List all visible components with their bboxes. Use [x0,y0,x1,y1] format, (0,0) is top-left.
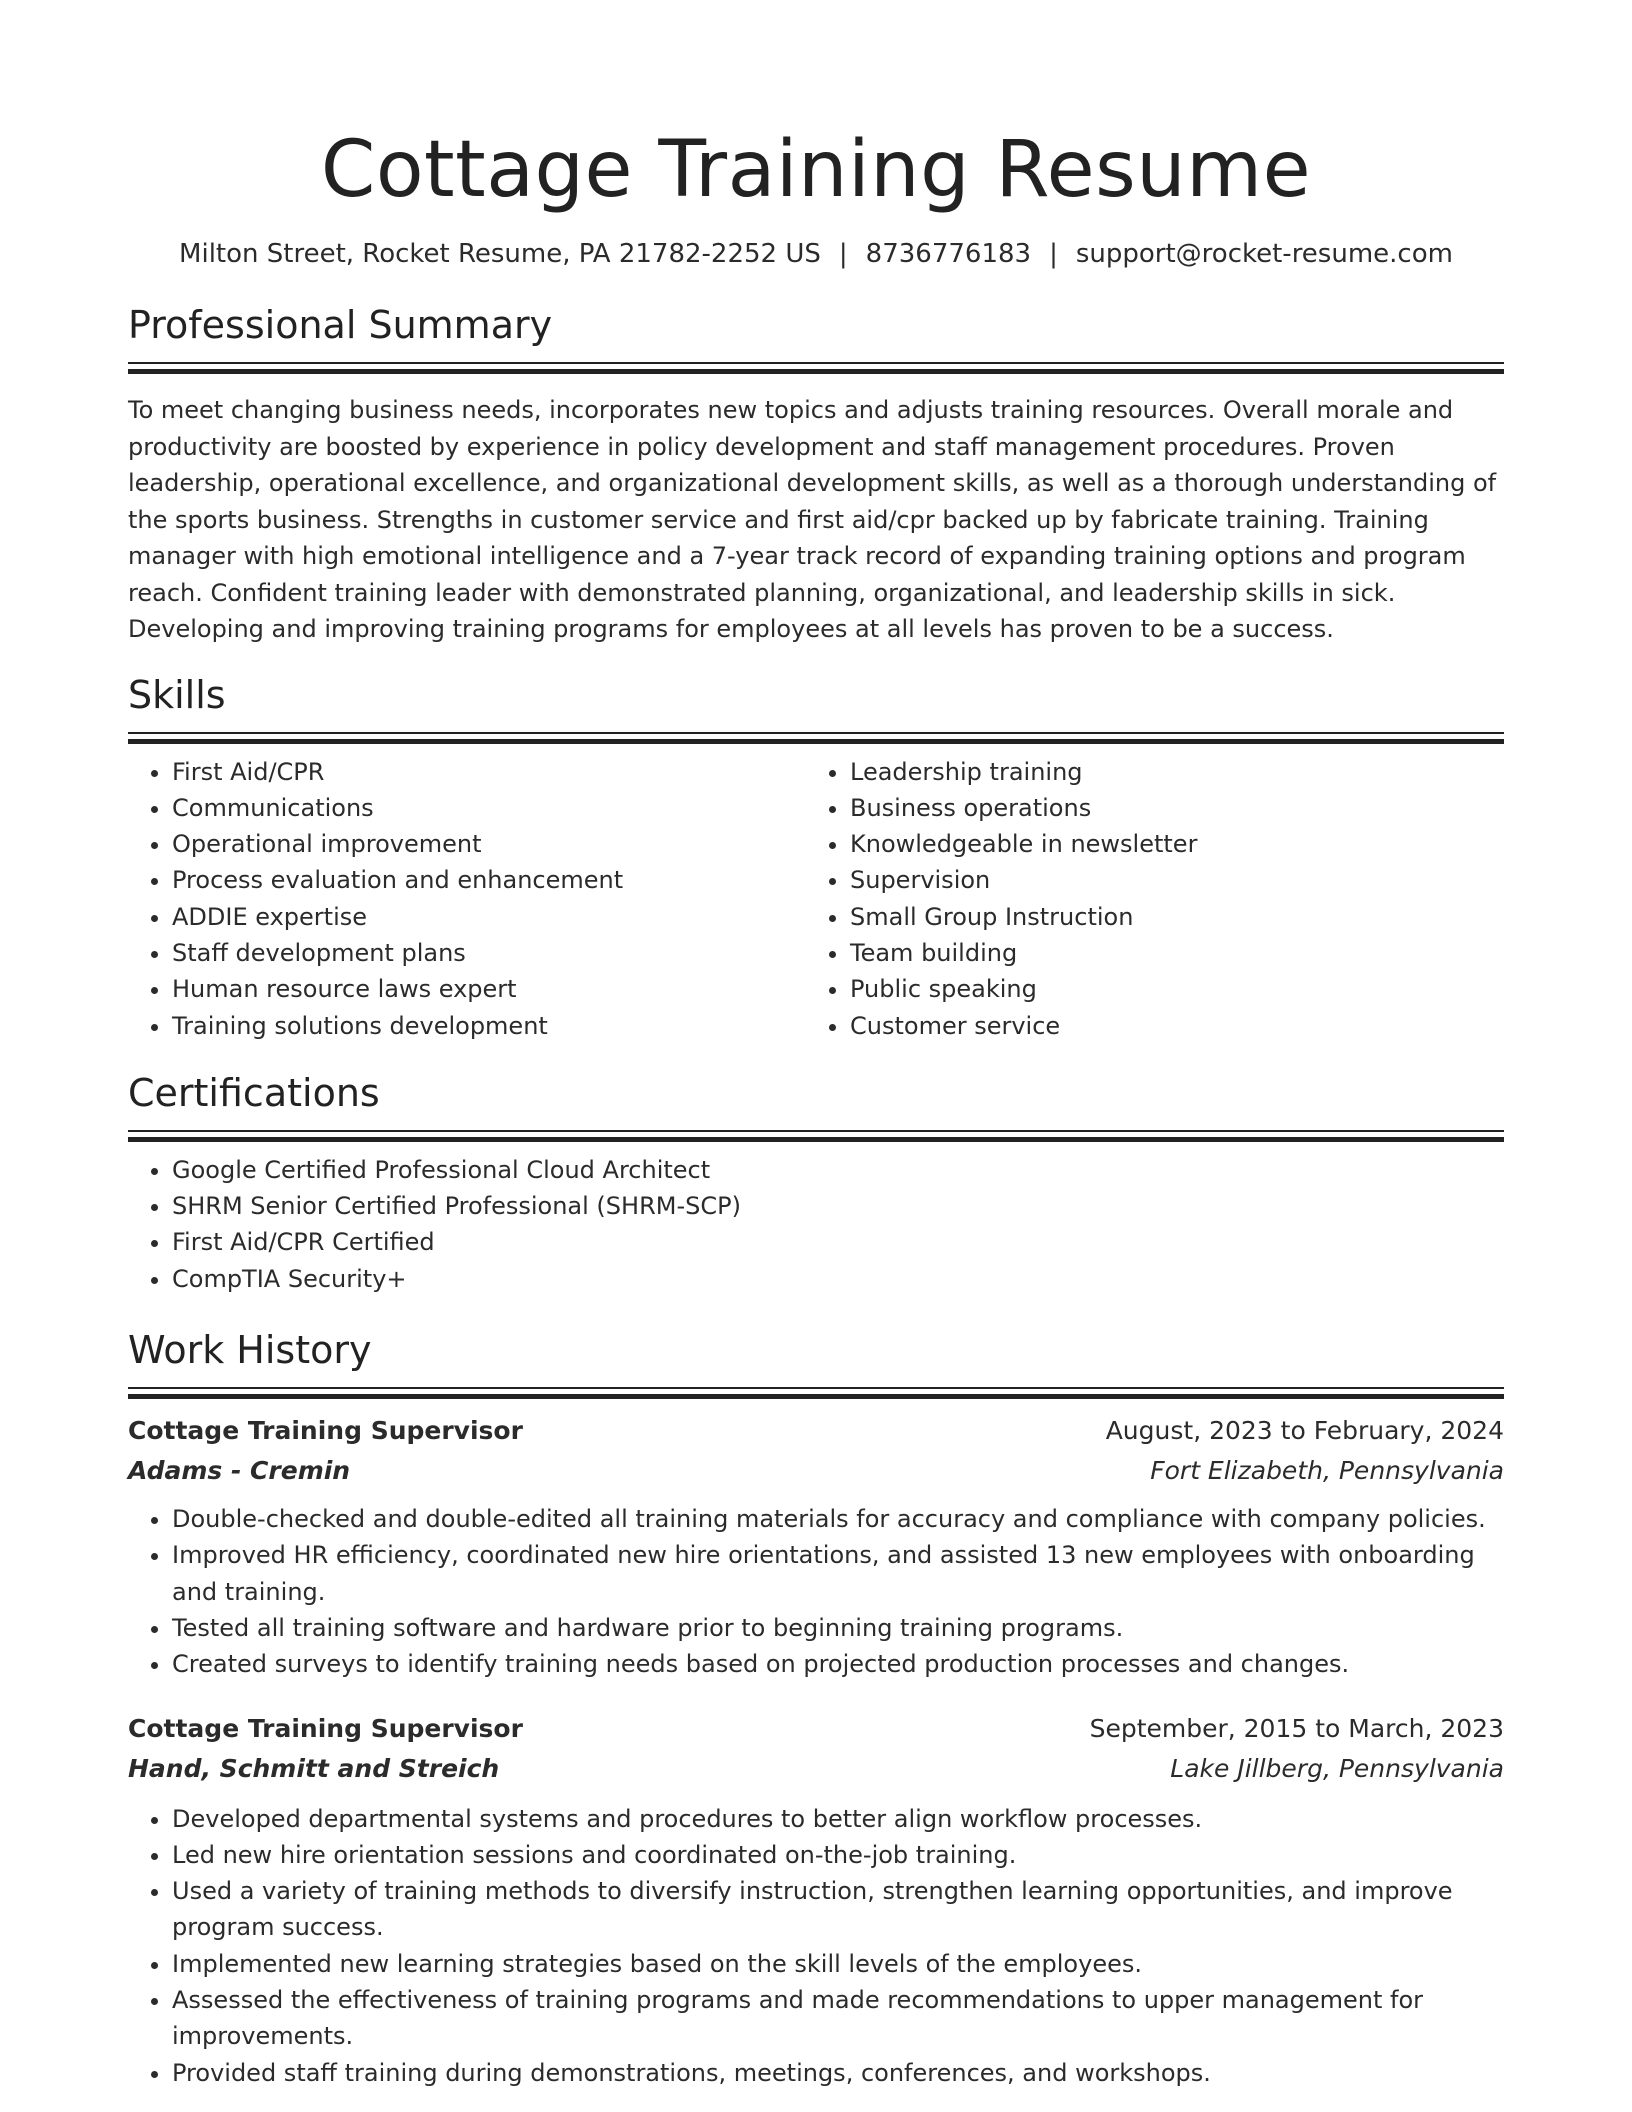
job-company: Adams - Cremin [128,1456,351,1486]
contact-separator: | [838,239,848,269]
contact-separator: | [1049,239,1058,269]
section-divider [128,362,1504,372]
skill-item: • Process evaluation and enhancement [172,862,806,898]
skills-column-right [806,754,1484,1044]
skill-item: • Public speaking [850,971,1484,1007]
job-bullet: • Implemented new learning strategies based on the skill levels of the employees. [172,1946,1504,1982]
section-divider [128,732,1504,742]
job-bullet: • Improved HR efficiency, coordinated new hire orientations, and assisted 13 new employees with onboarding and training. [172,1537,1504,1610]
job-title: Cottage Training Supervisor [128,1416,523,1446]
resume-content [128,0,1504,2091]
section-heading: Skills [128,672,226,717]
skill-item: • Business operations [850,790,1484,826]
job-dates: August, 2023 to February, 2024 [1105,1416,1504,1446]
certifications-section [128,1068,1504,1297]
skill-item: • Team building [850,935,1484,971]
skill-item: • ADDIE expertise [172,899,806,935]
job-header [128,1411,1504,1451]
certification-item: • First Aid/CPR Certified [172,1224,1504,1260]
certification-item: • Google Certified Professional Cloud Architect [172,1152,1504,1188]
skill-item: • Knowledgeable in newsletter [850,826,1484,862]
skill-item: • First Aid/CPR [172,754,806,790]
skill-item: • Training solutions development [172,1008,806,1044]
work-history-section [128,1325,1504,2091]
job-bullet: • Provided staff training during demonstrations, meetings, conferences, and workshops. [172,2055,1504,2091]
job-entry [128,1709,1504,2091]
job-bullet: • Tested all training software and hardware prior to beginning training programs. [172,1610,1504,1646]
job-dates: September, 2015 to March, 2023 [1089,1713,1504,1743]
job-bullets [128,1501,1504,1682]
job-location: Fort Elizabeth, Pennsylvania [1150,1456,1504,1486]
job-bullet: • Used a variety of training methods to diversify instruction, strengthen learning opportunities, and improve program success. [172,1873,1504,1946]
skill-item: • Operational improvement [172,826,806,862]
skill-item: • Staff development plans [172,935,806,971]
contact-address: Milton Street, Rocket Resume, PA 21782-2252 US [179,239,821,269]
section-heading: Professional Summary [128,303,553,347]
job-company: Hand, Schmitt and Streich [128,1753,500,1783]
job-bullet: • Led new hire orientation sessions and coordinated on-the-job training. [172,1837,1504,1873]
section-heading: Work History [128,1328,372,1373]
skill-item: • Small Group Instruction [850,899,1484,935]
certification-item: • CompTIA Security+ [172,1261,1504,1297]
contact-phone: 8736776183 [865,239,1032,269]
resume-title: Cottage Training Resume [320,125,1312,215]
contact-line [128,236,1504,272]
skill-item: • Human resource laws expert [172,971,806,1007]
section-divider [128,1387,1504,1397]
certification-item: • SHRM Senior Certified Professional (SHRM-SCP) [172,1188,1504,1224]
job-subheader [128,1749,1504,1789]
job-location: Lake Jillberg, Pennsylvania [1170,1753,1504,1783]
skill-item: • Communications [172,790,806,826]
skill-item: • Customer service [850,1008,1484,1044]
job-subheader [128,1451,1504,1491]
job-entry [128,1411,1504,1682]
skill-item: • Supervision [850,862,1484,898]
job-bullet: • Developed departmental systems and procedures to better align workflow processes. [172,1801,1504,1837]
section-heading: Certifications [128,1070,380,1115]
contact-email[interactable]: support@rocket-resume.com [1075,239,1453,269]
skills-section [128,670,1504,1044]
section-divider [128,1130,1504,1140]
job-bullet: • Double-checked and double-edited all training materials for accuracy and compliance with company policies. [172,1501,1504,1537]
certifications-list [128,1152,1504,1297]
summary-section [128,300,1504,648]
job-bullet: • Created surveys to identify training needs based on projected production processes and changes. [172,1646,1504,1682]
skills-columns [128,754,1504,1044]
summary-text: To meet changing business needs, incorporates new topics and adjusts training resources. Overall morale and productivity are boosted by experience in policy development and staff management procedures. Proven leadership, operational excellence, and organizational development skills, as well as a thorough understanding of the sports business. Strengths in customer service and first aid/cpr backed up by fabricate training. Training manager with high emotional intelligence and a 7-year track record of expanding training options and program reach. Confident training leader with demonstrated planning, organizational, and leadership skills in sick. Developing and improving training programs for employees at all levels has proven to be a success. [128,396,1497,643]
job-title: Cottage Training Supervisor [128,1713,523,1743]
job-bullets [128,1801,1504,2091]
skill-item: • Leadership training [850,754,1484,790]
job-bullet: • Assessed the effectiveness of training programs and made recommendations to upper management for improvements. [172,1982,1504,2055]
job-header [128,1709,1504,1749]
skills-column-left [128,754,806,1044]
